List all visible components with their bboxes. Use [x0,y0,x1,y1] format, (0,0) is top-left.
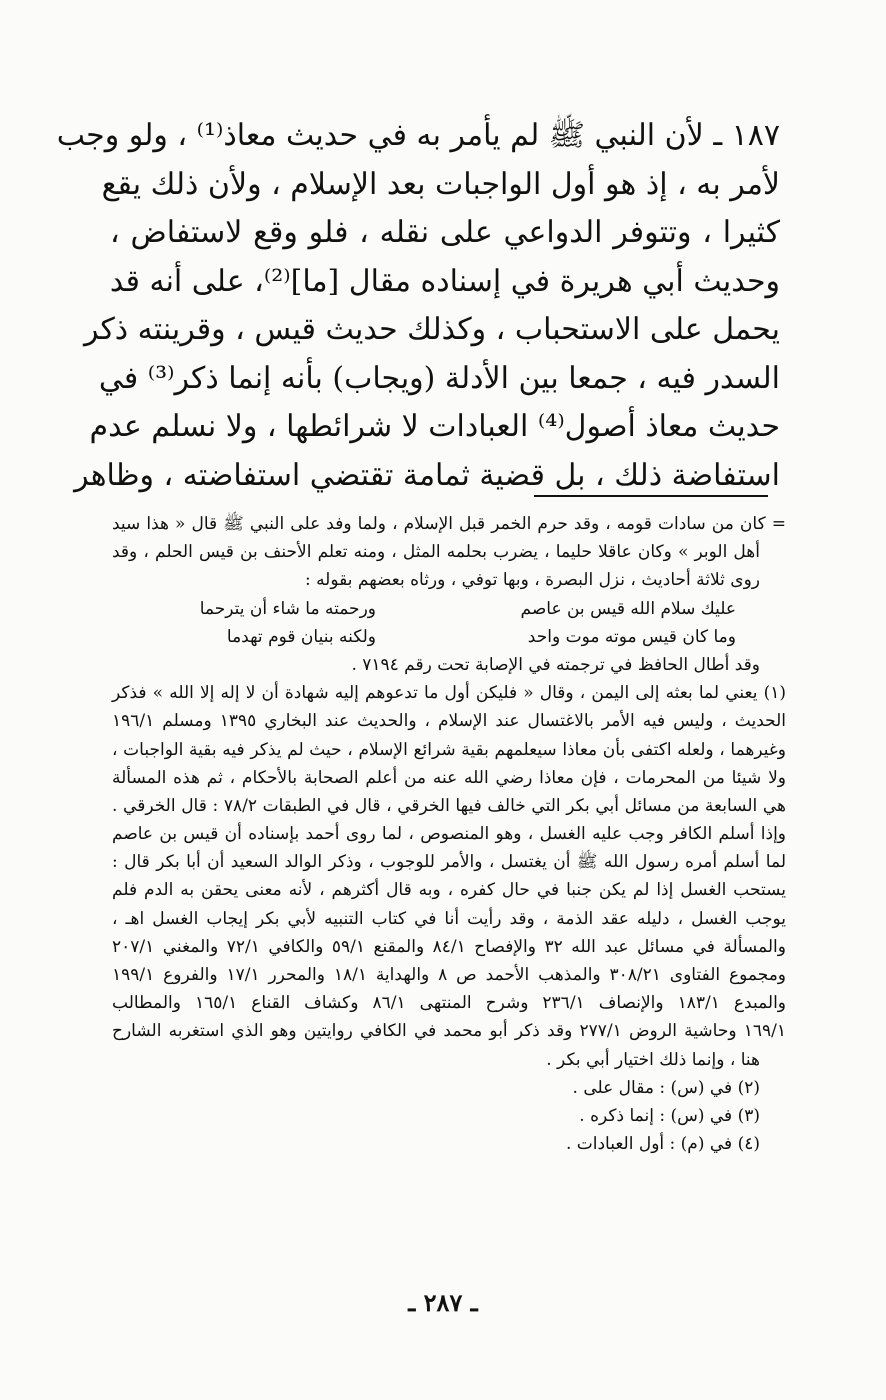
footnote-1-line: لما أسلم أمره رسول الله ﷺ أن يغتسل ، والأمر للوجوب ، وذكر الوالد السعيد أن أبا بكر قال : [112,852,786,873]
footnote-continuation-line: أهل الوبر » وكان عاقلا حليما ، يضرب بحلمه المثل ، ومنه تعلم الأحنف بن قيس الحلم ، وقد [112,542,760,563]
footnote-1-line: والمسألة في مسائل عبد الله ٣٢ والإفصاح ٨٤/١ والمقنع ٥٩/١ والكافي ٧٢/١ والمغني ٢٠٧/١ [112,936,786,957]
footnote-1-line: هنا ، وإنما ذلك اختيار أبي بكر . [546,1049,760,1070]
footnote-1-line: (١) يعني لما بعثه إلى اليمن ، وقال « فليكن أول ما تدعوهم إليه شهادة أن لا إله إلا الله » فذكر [112,683,786,704]
footnote-continuation-line: = كان من سادات قومه ، وقد حرم الخمر قبل الإسلام ، ولما وفد على النبي ﷺ قال « هذا سيد [112,514,786,534]
page-number: ـ ٢٨٧ ـ [408,1288,478,1317]
footnote-continuation-line: روى ثلاثة أحاديث ، نزل البصرة ، وبها توفي ، ورثاه بعضهم بقوله : [304,570,760,591]
main-line: استفاضة ذلك ، بل قضية ثمامة تقتضي استفاضته ، وظاهر [74,457,780,493]
main-line: يحمل على الاستحباب ، وكذلك حديث قيس ، وقرينته ذكر [83,312,780,347]
poem-first-hemistich: عليك سلام الله قيس بن عاصم [520,598,736,619]
footnote-1-line: ولا شيئا من المحرمات ، فإن معاذا رضي الله عنه من أعلم الصحابة بالأحكام ، ثم هذه المسألة [112,767,786,788]
footnote-1-line: هي السابعة من مسائل أبي بكر التي خالف فيها الخرقي ، قال في الطبقات ٧٨/٢ : قال الخرقي . [112,795,786,816]
footnote-1-line: يوجب الغسل ، دليله عقد الذمة ، وقد رأيت أنا في كتاب التنبيه لأبي بكر إيجاب الغسل اهـ ، [112,908,786,929]
footnote-2: (٢) في (س) : مقال على . [572,1077,760,1098]
main-text [56,112,780,500]
poem-verse [112,595,786,623]
footnote-1-line: والمبدع ١٨٣/١ والإنصاف ٢٣٦/١ وشرح المنتهى ٨٦/١ وكشاف القناع ١٦٥/١ والمطالب [112,993,787,1014]
footnote-line: وقد أطال الحافظ في ترجمته في الإصابة تحت رقم ٧١٩٤ . [351,654,760,675]
poem-verse [112,623,786,651]
footnote-1-line: وغيرهما ، ولعله اكتفى بأن معاذا سيعلمهم بقية شرائع الإسلام ، حيث لم يذكر فيه بقية الواجبات ، [112,739,786,760]
footnote-3: (٣) في (س) : إنما ذكره . [579,1105,760,1126]
footnote-1-line: الحديث ، وليس فيه الأمر بالاغتسال عند الإسلام ، والحديث عند البخاري ١٣٩٥ ومسلم ١٩٦/١ [112,711,786,732]
footnote-1-line: يستحب الغسل إذا لم يكن جنبا في حال كفره ، وبه قال أكثرهم ، لأنه معنى يحقن به الدم فلم [112,880,786,901]
main-line: ١٨٧ ـ لأن النبي ﷺ لم يأمر به في حديث معاذ⁽¹⁾ ، ولو وجب [56,118,780,153]
main-line: لأمر به ، إذ هو أول الواجبات بعد الإسلام ، ولأن ذلك يقع [101,166,780,202]
footnote-4: (٤) في (م) : أول العبادات . [565,1134,760,1155]
footnote-1-line: وإذا أسلم الكافر وجب عليه الغسل ، وهو المنصوص ، لما روى أحمد بإسناده أن قيس بن عاصم [112,824,786,845]
footnote-divider [534,495,768,497]
poem-first-hemistich: وما كان قيس موته موت واحد [527,626,736,647]
poem-second-hemistich: ولكنه بنيان قوم تهدما [226,626,376,647]
main-line: السدر فيه ، جمعا بين الأدلة (ويجاب) بأنه إنما ذكر⁽³⁾ في [98,360,780,396]
main-line: حديث معاذ أصول⁽⁴⁾ العبادات لا شرائطها ، ولا نسلم عدم [89,409,780,444]
poem-second-hemistich: ورحمته ما شاء أن يترحما [199,598,376,619]
main-line: وحديث أبي هريرة في إسناده مقال [ما]⁽²⁾، على أنه قد [109,263,780,299]
footnotes [112,510,786,1158]
footnote-1-line: ١٦٩/١ وحاشية الروض ٢٧٧/١ وقد ذكر أبو محمد في الكافي روايتين وهو الذي استغربه الشارح [112,1021,786,1042]
footnote-1-line: ومجموع الفتاوى ٣٠٨/٢١ والمذهب الأحمد ص ٨ والهداية ١٨/١ والمحرر ١٧/١ والفروع ١٩٩/١ [112,965,787,985]
main-line: كثيرا ، وتتوفر الدواعي على نقله ، فلو وقع لاستفاض ، [110,215,780,250]
